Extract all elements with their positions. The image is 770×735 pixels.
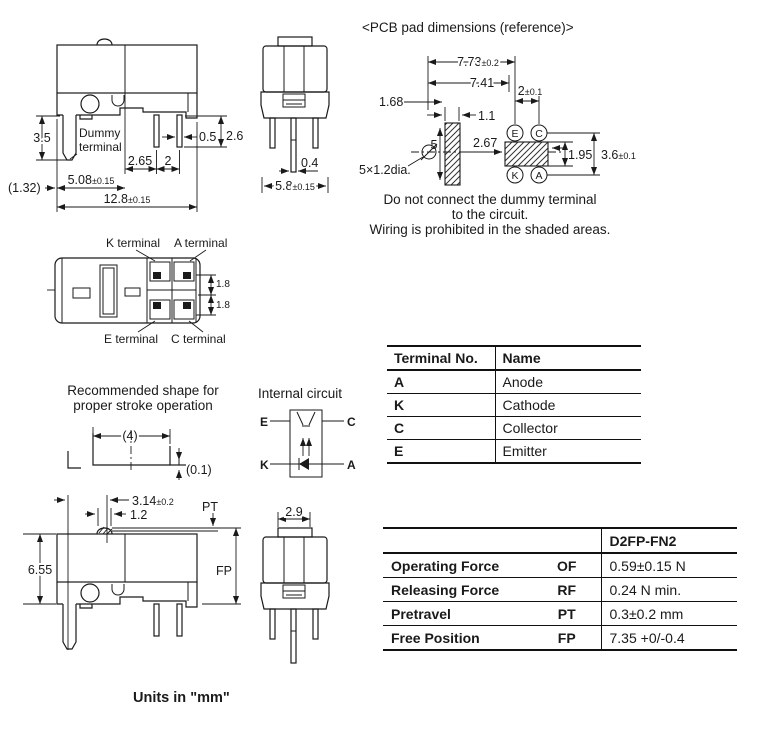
pcb-notes [350, 192, 630, 237]
terminal-name: Collector [495, 417, 641, 440]
terminal-table-header-no: Terminal No. [387, 346, 495, 370]
dim-1-1: 1.1 [478, 109, 496, 123]
dim-2-6: 2.6 [226, 129, 244, 143]
dim-0-1: (0.1) [186, 463, 212, 477]
pad-c-label: C [535, 128, 543, 140]
fp-label: FP [216, 564, 232, 578]
pcb-title: <PCB pad dimensions (reference)> [362, 20, 574, 35]
spec-symbol: PT [533, 602, 601, 626]
table-row [383, 578, 737, 602]
dim-4: (4) [122, 429, 138, 443]
spec-value: 0.24 N min. [601, 578, 737, 602]
dummy-terminal-label-2: terminal [79, 140, 122, 154]
spec-value: 0.3±0.2 mm [601, 602, 737, 626]
spec-table [383, 527, 737, 651]
stroke-shape-title-line-2: proper stroke operation [73, 398, 213, 413]
dim-2-pitch: 2±0.1 [517, 84, 543, 98]
internal-circuit [260, 410, 356, 477]
pt-label: PT [202, 500, 218, 514]
dim-1-32: (1.32) [8, 181, 41, 195]
spec-value: 0.59±0.15 N [601, 553, 737, 578]
circuit-c-label: C [347, 415, 356, 429]
spec-symbol: OF [533, 553, 601, 578]
terminal-table [387, 345, 641, 464]
circuit-k-label: K [260, 458, 269, 472]
led-symbol [299, 458, 309, 470]
spec-label: Operating Force [383, 553, 533, 578]
pcb-note-line-3: Wiring is prohibited in the shaded areas. [369, 222, 611, 237]
side-view-bottom [23, 494, 241, 650]
dim-3-5: 3.5 [33, 131, 51, 145]
table-row [387, 417, 641, 440]
spec-label: Free Position [383, 626, 533, 651]
dim-2-9: 2.9 [285, 505, 303, 519]
dim-1-8-top: 1.8 [216, 279, 230, 290]
dim-7-41: 7.41 [469, 76, 495, 90]
terminal-no: C [387, 417, 495, 440]
dim-2-65: 2.65 [127, 154, 153, 168]
pcb-note-line-2: to the circuit. [451, 207, 529, 222]
table-row [383, 602, 737, 626]
dim-1-95: 1.95 [568, 148, 593, 162]
pcb-note-line-1: Do not connect the dummy terminal [383, 192, 597, 207]
table-row [387, 440, 641, 464]
stroke-shape-title-line-1: Recommended shape for [67, 383, 219, 398]
pad-k-label: K [511, 170, 519, 182]
pcb-pad-diagram [359, 55, 636, 185]
front-view-bottom [261, 505, 329, 663]
dim-3-6: 3.6±0.1 [601, 148, 636, 162]
stroke-shape-diagram [68, 427, 212, 480]
spec-label: Releasing Force [383, 578, 533, 602]
stroke-shape-title [36, 383, 250, 413]
table-row [387, 370, 641, 394]
circuit-a-label: A [347, 458, 356, 472]
dim-2: 2 [164, 154, 172, 168]
spec-symbol: RF [533, 578, 601, 602]
e-terminal-label: E terminal [104, 332, 159, 346]
dim-5-08: 5.08±0.15 [67, 173, 115, 187]
spec-header-empty-2 [533, 528, 601, 553]
dim-1-2: 1.2 [130, 508, 148, 522]
pad-e-label: E [511, 128, 519, 140]
center-prohibited-area [505, 142, 548, 166]
internal-circuit-title: Internal circuit [258, 386, 343, 401]
dummy-pad-prohibited-area [445, 123, 460, 185]
circuit-e-label: E [260, 415, 269, 429]
terminal-table-header-name: Name [495, 346, 641, 370]
k-terminal-label: K terminal [106, 236, 161, 250]
spec-label: Pretravel [383, 602, 533, 626]
dim-7-73: 7.73±0.2 [457, 55, 499, 69]
spec-symbol: FP [533, 626, 601, 651]
terminal-name: Emitter [495, 440, 641, 464]
bottom-view [47, 236, 230, 346]
table-row [383, 626, 737, 651]
dim-1-68: 1.68 [379, 95, 404, 109]
hole-label: 5×1.2dia. [359, 163, 411, 177]
terminal-no: E [387, 440, 495, 464]
dim-1-8-bottom: 1.8 [216, 300, 230, 311]
dim-6-55: 6.55 [27, 563, 53, 577]
dim-5-span: 5 [430, 138, 438, 152]
terminal-no: A [387, 370, 495, 394]
dim-12-8: 12.8±0.15 [103, 192, 151, 206]
table-row [387, 394, 641, 417]
dim-0-4: 0.4 [301, 156, 319, 170]
a-terminal-label: A terminal [174, 236, 228, 250]
spec-value: 7.35 +0/-0.4 [601, 626, 737, 651]
dim-5-8: 5.8±0.15 [275, 179, 315, 193]
spec-model: D2FP-FN2 [601, 528, 737, 553]
table-row [383, 553, 737, 578]
terminal-name: Anode [495, 370, 641, 394]
pad-a-label: A [535, 170, 543, 182]
spec-header-empty-1 [383, 528, 533, 553]
dim-2-67: 2.67 [473, 136, 498, 150]
phototransistor-symbol [297, 412, 315, 426]
terminal-name: Cathode [495, 394, 641, 417]
c-terminal-label: C terminal [171, 332, 226, 346]
units-note: Units in "mm" [133, 690, 230, 706]
front-view-top [261, 37, 329, 193]
terminal-no: K [387, 394, 495, 417]
dummy-terminal-label-1: Dummy [79, 126, 121, 140]
side-view-top [8, 39, 243, 212]
dim-0-5: 0.5 [199, 130, 217, 144]
dim-3-14: 3.14±0.2 [132, 494, 174, 508]
